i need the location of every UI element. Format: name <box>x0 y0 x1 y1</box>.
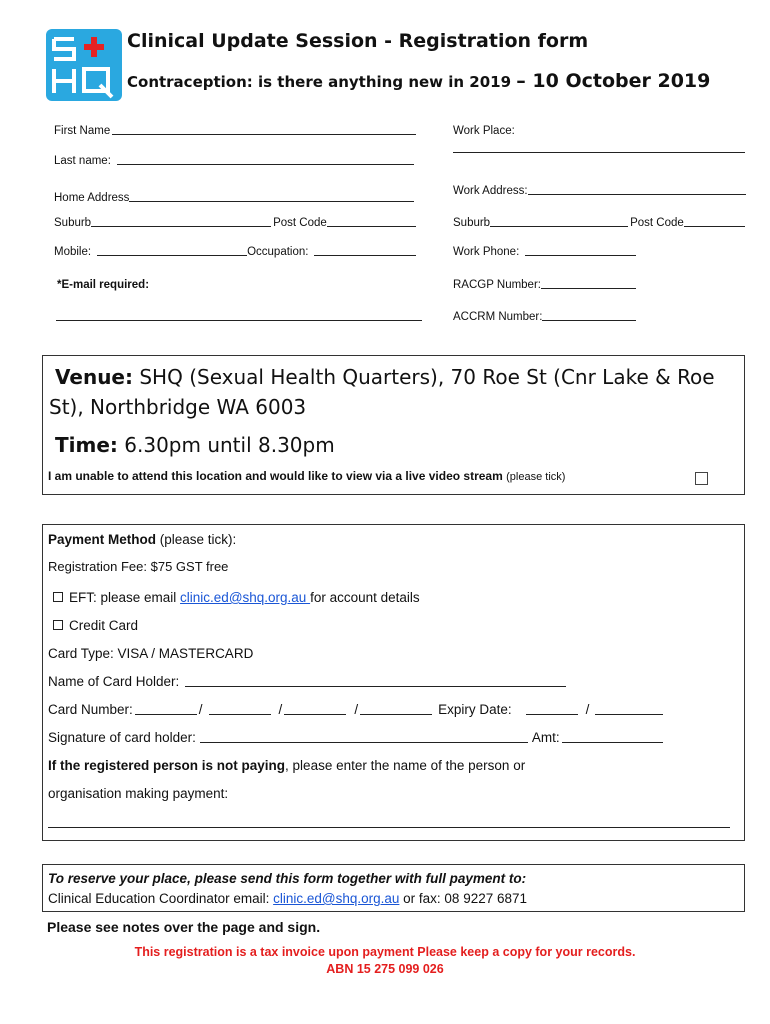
racgp-label: RACGP Number: <box>453 279 541 291</box>
payment-method-note: (please tick): <box>156 532 237 547</box>
not-paying-line-2: organisation making payment: <box>48 786 229 801</box>
signature-label: Signature of card holder: <box>48 730 196 745</box>
card-holder-field[interactable] <box>48 674 568 689</box>
eft-suffix: for account details <box>310 590 420 605</box>
tax-invoice-notice: This registration is a tax invoice upon payment Please keep a copy for your records. <box>134 945 636 959</box>
amount-label: Amt: <box>531 730 560 745</box>
card-number-line-2[interactable] <box>209 714 271 715</box>
work-place-label: Work Place: <box>453 125 515 137</box>
email-required-label: *E-mail required: <box>57 279 150 291</box>
work-suburb-label: Suburb <box>453 217 491 229</box>
card-slash-3: / <box>354 702 359 717</box>
accrm-field[interactable] <box>453 311 636 323</box>
venue-box <box>42 355 745 495</box>
signature-line[interactable] <box>200 742 528 743</box>
eft-prefix: EFT: please email <box>69 590 181 605</box>
expiry-year-line[interactable] <box>595 714 663 715</box>
subtitle-date: – 10 October 2019 <box>516 70 711 92</box>
eft-email-link[interactable]: clinic.ed@shq.org.au <box>180 590 311 605</box>
work-post-code-label: Post Code <box>630 217 684 229</box>
shq-logo <box>46 29 122 101</box>
payment-box <box>42 524 745 841</box>
payment-method-heading <box>48 532 236 547</box>
payment-method-label: Payment Method <box>48 532 157 547</box>
abn-number: ABN 15 275 099 026 <box>326 962 444 976</box>
not-paying-bold: If the registered person is not paying <box>48 758 286 773</box>
subtitle-text: Contraception: is there anything new in 2019 <box>127 73 512 91</box>
payer-name-line[interactable] <box>48 827 730 828</box>
stream-text: I am unable to attend this location and would like to view via a live video stream <box>48 469 503 483</box>
card-slash-1: / <box>198 702 203 717</box>
suburb-line[interactable] <box>91 226 271 227</box>
not-paying-rest: , please enter the name of the person or <box>285 758 526 773</box>
first-name-line[interactable] <box>112 134 416 135</box>
email-line[interactable] <box>56 320 422 321</box>
card-number-field[interactable] <box>48 702 663 717</box>
card-number-label: Card Number: <box>48 702 133 717</box>
reserve-contact <box>48 891 527 906</box>
venue-line <box>49 362 729 422</box>
time-value: 6.30pm until 8.30pm <box>117 433 335 457</box>
shq-logo-icon <box>46 29 122 101</box>
venue-address: SHQ (Sexual Health Quarters), 70 Roe St (Cnr Lake & Roe St), Northbridge WA 6003 <box>49 365 715 419</box>
card-holder-label: Name of Card Holder: <box>48 674 180 689</box>
credit-card-checkbox[interactable] <box>53 620 63 630</box>
video-stream-checkbox[interactable] <box>695 472 708 485</box>
eft-checkbox[interactable] <box>53 592 63 602</box>
home-address-field[interactable] <box>54 192 416 204</box>
first-name-field[interactable] <box>54 125 418 137</box>
card-number-line-3[interactable] <box>284 714 346 715</box>
credit-card-label: Credit Card <box>69 618 139 633</box>
work-phone-label: Work Phone: <box>453 246 520 258</box>
racgp-field[interactable] <box>453 279 636 291</box>
mobile-field[interactable] <box>54 246 416 258</box>
card-type: Card Type: VISA / MASTERCARD <box>48 646 254 661</box>
accrm-label: ACCRM Number: <box>453 311 543 323</box>
card-slash-2: / <box>278 702 283 717</box>
time-line <box>55 430 335 460</box>
stream-line <box>48 469 565 483</box>
work-address-field[interactable] <box>453 185 746 197</box>
amount-line[interactable] <box>562 742 663 743</box>
last-name-line[interactable] <box>117 164 414 165</box>
last-name-field[interactable] <box>54 155 416 167</box>
work-address-label: Work Address: <box>453 185 528 197</box>
home-address-label: Home Address <box>54 192 130 204</box>
occupation-label: Occupation: <box>247 246 309 258</box>
work-phone-field[interactable] <box>453 246 636 258</box>
work-post-code-line[interactable] <box>684 226 745 227</box>
coordinator-email-link[interactable]: clinic.ed@shq.org.au <box>273 891 400 906</box>
post-code-label: Post Code <box>273 217 327 229</box>
eft-option <box>53 590 420 605</box>
last-name-label: Last name: <box>54 155 111 167</box>
card-number-line-1[interactable] <box>135 714 197 715</box>
mobile-label: Mobile: <box>54 246 92 258</box>
suburb-field[interactable] <box>54 217 418 229</box>
not-paying-line-1 <box>48 758 525 773</box>
expiry-month-line[interactable] <box>526 714 578 715</box>
work-suburb-line[interactable] <box>490 226 628 227</box>
time-label: Time: <box>55 433 118 457</box>
occupation-line[interactable] <box>314 255 416 256</box>
form-title: Clinical Update Session - Registration form <box>127 30 589 52</box>
work-address-line[interactable] <box>528 194 746 195</box>
work-phone-line[interactable] <box>525 255 636 256</box>
mobile-line[interactable] <box>97 255 247 256</box>
signature-field[interactable] <box>48 730 663 745</box>
registration-fee: Registration Fee: $75 GST free <box>48 559 229 574</box>
work-suburb-field[interactable] <box>453 217 745 229</box>
coordinator-prefix: Clinical Education Coordinator email: <box>48 891 274 906</box>
reserve-box <box>42 864 745 912</box>
fax-number: or fax: 08 9227 6871 <box>399 891 528 906</box>
post-code-line[interactable] <box>327 226 416 227</box>
accrm-line[interactable] <box>542 320 636 321</box>
suburb-label: Suburb <box>54 217 92 229</box>
card-holder-line[interactable] <box>185 686 566 687</box>
stream-note: (please tick) <box>506 471 566 483</box>
card-number-line-4[interactable] <box>360 714 432 715</box>
first-name-label: First Name <box>54 125 111 137</box>
reserve-heading: To reserve your place, please send this form together with full payment to: <box>48 871 527 886</box>
expiry-slash: / <box>585 702 590 717</box>
form-subtitle <box>127 70 710 92</box>
home-address-line[interactable] <box>129 201 414 202</box>
credit-card-option <box>53 618 138 633</box>
notes-instruction: Please see notes over the page and sign. <box>47 919 321 935</box>
work-place-line[interactable] <box>453 152 745 153</box>
expiry-label: Expiry Date: <box>438 702 512 717</box>
racgp-line[interactable] <box>541 288 636 289</box>
venue-label: Venue: <box>55 365 133 389</box>
